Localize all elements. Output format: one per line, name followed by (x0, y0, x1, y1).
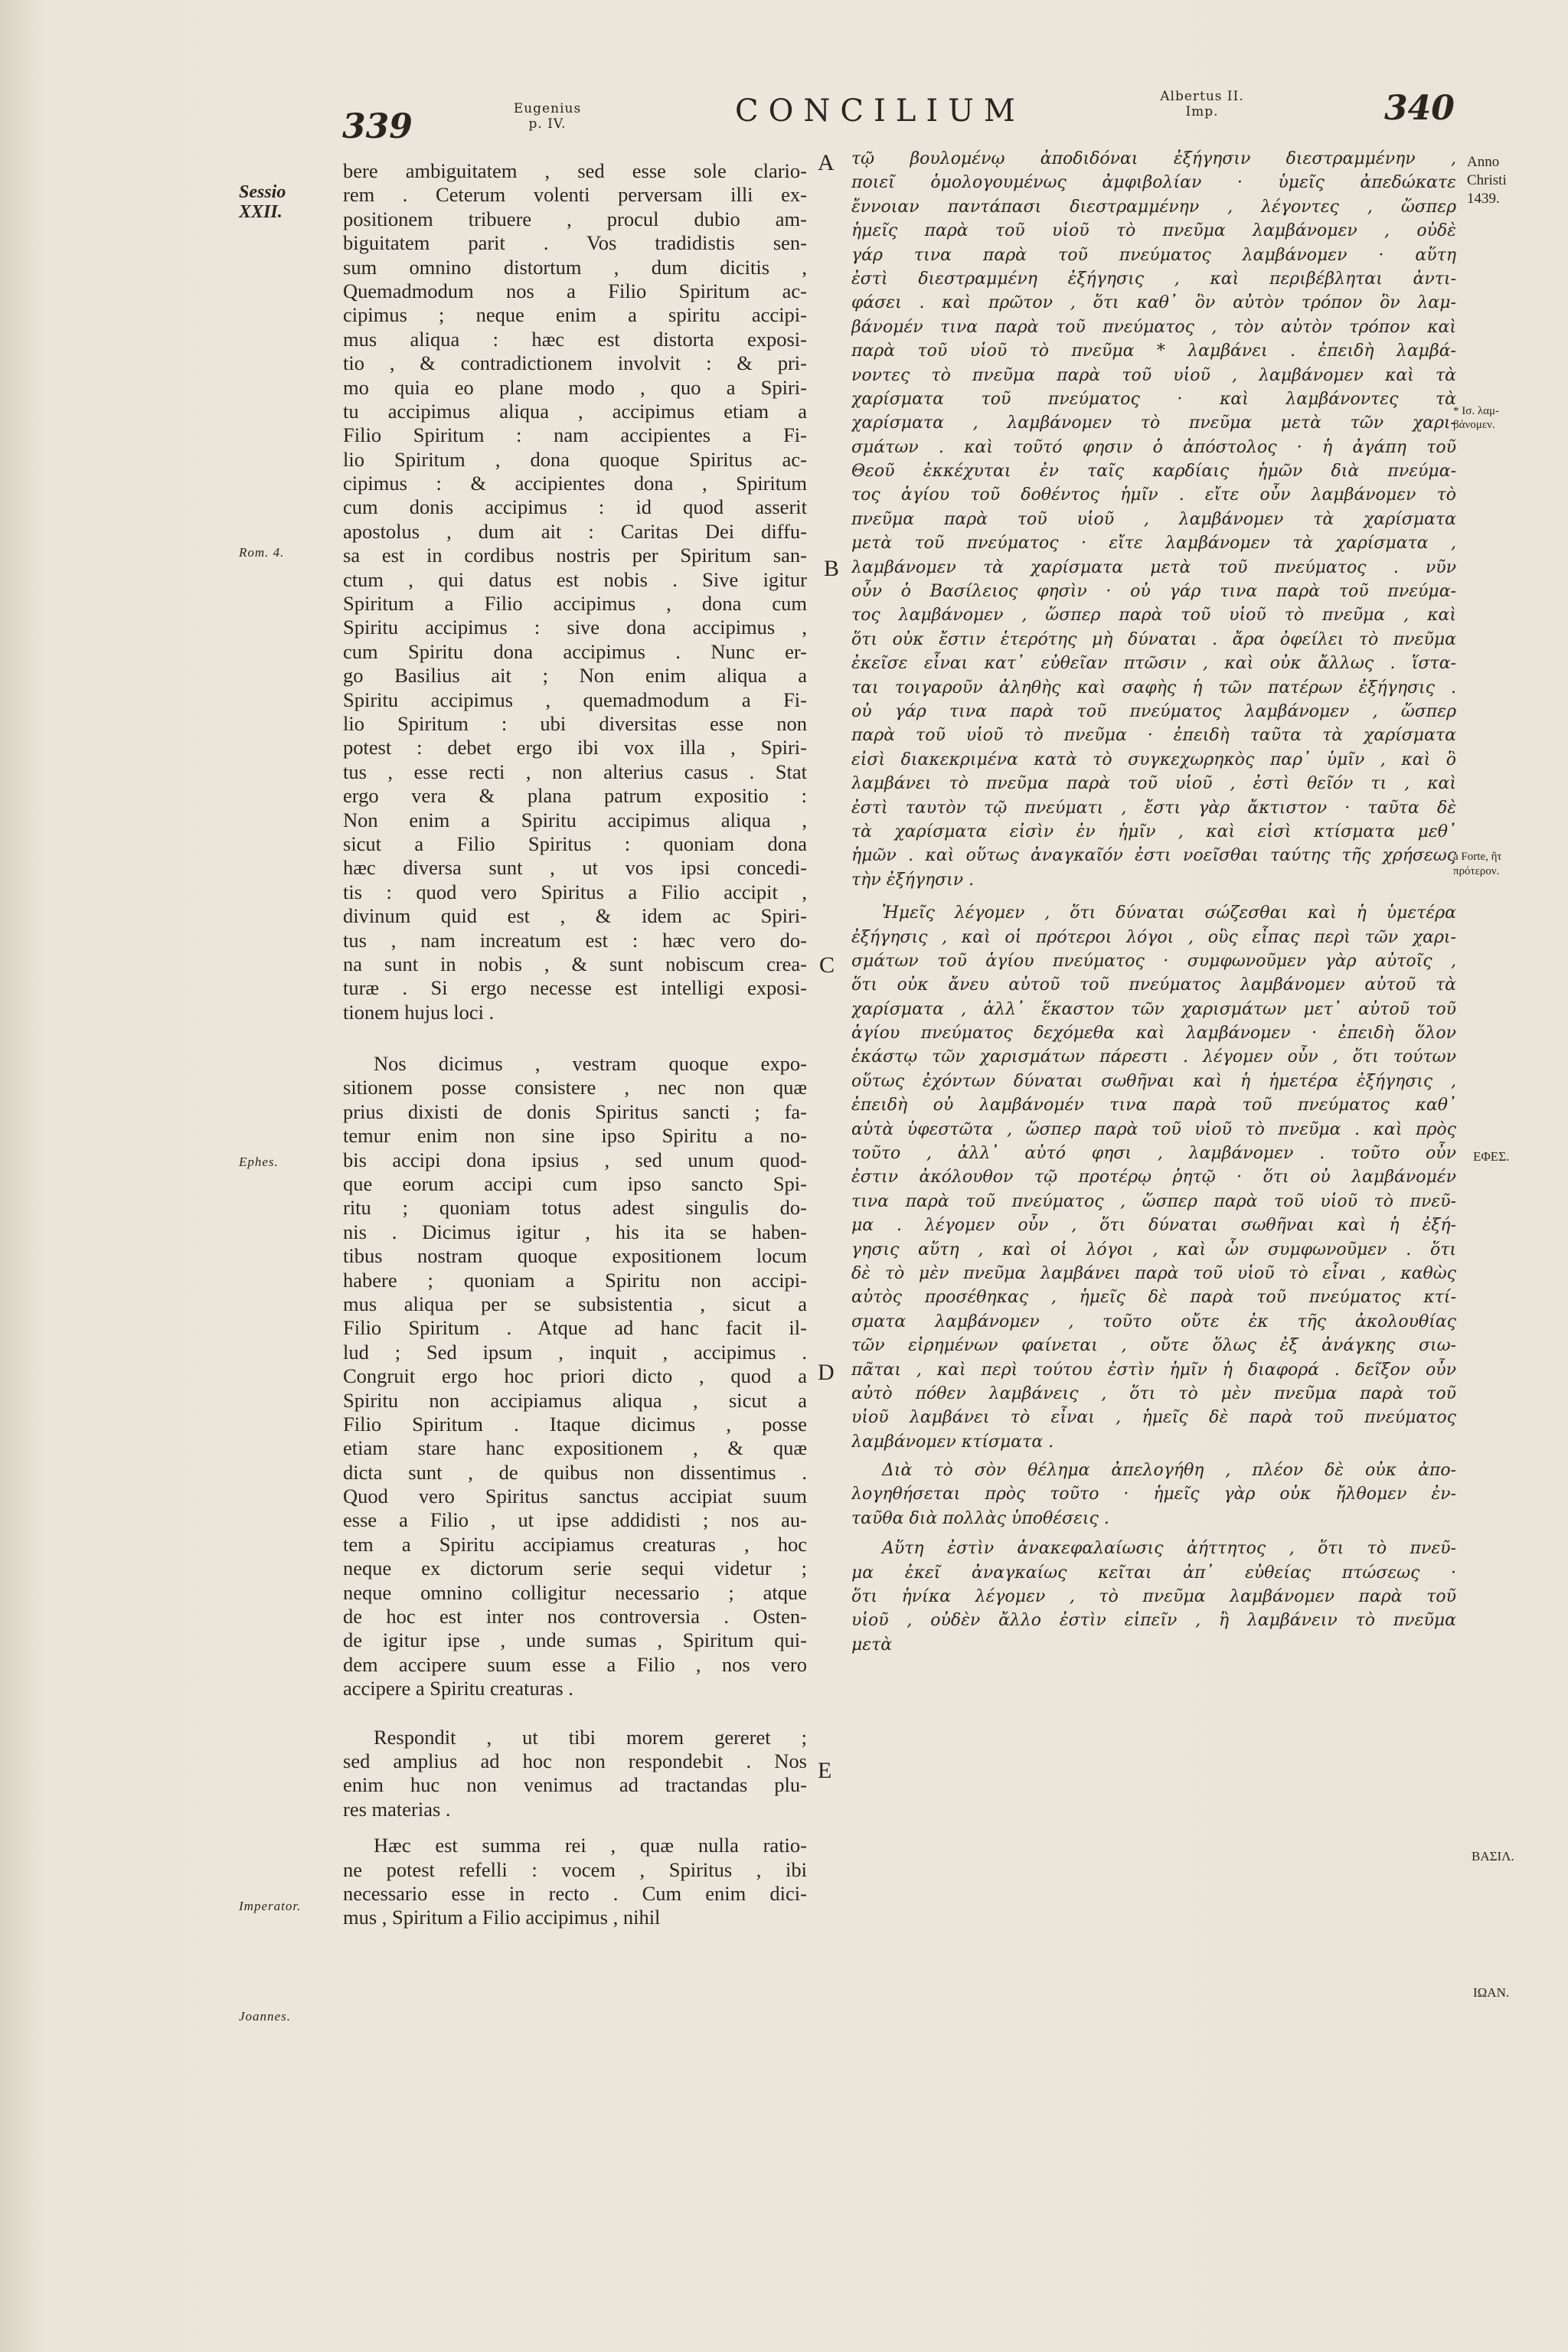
text-line: dem accipere suum esse a Filio , nos vero (343, 1652, 807, 1676)
margin-basil-greek: ΒΑΣΙΛ. (1472, 1849, 1514, 1864)
text-line: habere ; quoniam a Spiritu non accipi- (343, 1268, 807, 1292)
right-running-head: Albertus II. Imp. (1160, 89, 1244, 119)
text-line: hæc diversa sunt , ut vos ipsi concedi- (343, 856, 807, 880)
text-line: apostolus , dum ait : Caritas Dei diffu- (343, 519, 807, 543)
margin-joannes: Joannes. (239, 2009, 291, 2024)
text-line: μα . λέγομεν οὖν , ὅτι δύναται σωθῆναι καὶ ἡ ἐξή- (851, 1216, 1456, 1236)
greek-paragraph-1 (851, 147, 1456, 892)
running-title: CONCILIUM (735, 93, 1025, 129)
text-line: prius dixisti de donis Spiritus sancti ; fa- (343, 1099, 807, 1123)
text-line: lud ; Sed ipsum , inquit , accipimus . (343, 1340, 807, 1364)
text-line: ergo vera & plana patrum expositio : (343, 784, 807, 808)
latin-paragraph-1 (343, 159, 807, 1024)
text-line: ἐξήγησις , καὶ οἱ πρότεροι λόγοι , οὓς εἶπας περὶ τῶν χαρι- (851, 927, 1456, 947)
text-line: τος λαμβάνομεν , ὥσπερ παρὰ τοῦ υἱοῦ τὸ πνεῦμα , καὶ (851, 606, 1456, 626)
text-line: accipere a Spiritu creaturas . (343, 1677, 573, 1700)
text-line: παρὰ τοῦ υἱοῦ τὸ πνεῦμα * λαμβάνει . ἐπειδὴ λαμβά- (851, 341, 1456, 361)
text-line: sicut a Filio Spiritus : quoniam dona (343, 831, 807, 855)
text-line: positionem tribuere , procul dubio am- (343, 207, 807, 230)
text-line: μετὰ (851, 1635, 893, 1655)
text-line: ἐστιν ἀκόλουθον τῷ προτέρῳ ῥητῷ · ὅτι οὐ λαμβάνομέν (851, 1168, 1456, 1187)
text-line: ὅτι οὐκ ἔστιν ἑτερότης μὴ δύναται . ἄρα ὀφείλει τὸ πνεῦμα (851, 629, 1456, 649)
text-line: λογηθήσεται πρὸς τοῦτο · ἡμεῖς γὰρ οὐκ ἤλθομεν ἐν- (851, 1485, 1456, 1504)
text-line: Quod vero Spiritus sanctus accipiat suum (343, 1485, 807, 1508)
text-line: σμάτων . καὶ τοῦτό φησιν ὁ ἀπόστολος · ἡ ἀγάπη τοῦ (851, 437, 1456, 457)
greek-paragraph-2 (851, 901, 1456, 1454)
text-line: ἐστὶ διεστραμμένη ἐξήγησις , καὶ περιβέβληται ἀντι- (851, 269, 1456, 289)
text-line: ταῦθα διὰ πολλὰς ὑποθέσεις . (851, 1508, 1109, 1528)
text-line: de igitur ipse , unde sumas , Spiritum qui- (343, 1628, 807, 1652)
text-line: αὐτὸ πόθεν λαμβάνεις , ὅτι τὸ μὲν πνεῦμα παρὰ τοῦ (851, 1383, 1456, 1403)
text-line: Ἡμεῖς λέγομεν , ὅτι δύναται σώζεσθαι καὶ ἡ ὑμετέρα (882, 903, 1456, 923)
text-line: Spiritu accipimus : sive dona accipimus , (343, 616, 807, 639)
text-line: τὰ χαρίσματα εἰσὶν ἐν ἡμῖν , καὶ εἰσὶ κτίσματα μεθ᾽ (851, 822, 1456, 841)
text-line: λαμβάνομεν κτίσματα . (851, 1432, 1054, 1452)
left-running-head: Eugenius p. IV. (513, 101, 582, 132)
text-line: Hæc est summa rei , quæ nulla ratio- (374, 1834, 807, 1857)
text-line: τὴν ἐξήγησιν . (851, 870, 975, 890)
text-line: mo quia eo plane modo , quo a Spiri- (343, 375, 807, 399)
text-line: neque ex dictorum serie sequi videtur ; (343, 1557, 807, 1580)
column-letter-c: C (819, 952, 835, 978)
text-line: tibus nostram quoque expositionem locum (343, 1244, 807, 1268)
latin-paragraph-4 (343, 1834, 807, 1930)
text-line: Congruit ergo hoc priori dicto , quod a (343, 1364, 807, 1388)
text-line: necessario esse in recto . Cum enim dici- (343, 1881, 807, 1905)
text-line: temur enim non sine ipso Spiritu a no- (343, 1124, 807, 1148)
text-line: ἁγίου πνεύματος δεχόμεθα καὶ λαμβάνομεν · ἐπειδὴ ὅλον (851, 1024, 1456, 1044)
text-line: τοῦτο , ἀλλ᾽ αὐτό φησι , λαμβάνομεν . τοῦτο οὖν (851, 1144, 1456, 1164)
column-letter-d: D (818, 1360, 835, 1385)
text-line: εἰσὶ διακεκριμένα κατὰ τὸ συγκεχωρηκὸς παρ᾽ ὑμῖν , καὶ ὃ (851, 750, 1456, 769)
text-line: divinum quid est , & idem ac Spiri- (343, 904, 807, 928)
text-line: ἑκάστῳ τῶν χαρισμάτων πάρεστι . λέγομεν οὖν , ὅτι τούτων (851, 1047, 1456, 1067)
text-line: αὑτὰ ὑφεστῶτα , ὥσπερ παρὰ τοῦ υἱοῦ τὸ πνεῦμα . καὶ πρὸς (851, 1119, 1456, 1139)
text-line: υἱοῦ , οὐδὲν ἄλλο ἐστὶν εἰπεῖν , ἢ λαμβάνειν τὸ πνεῦμα (851, 1611, 1456, 1631)
text-line: γάρ τινα παρὰ τοῦ πνεύματος λαμβάνομεν · αὕτη (851, 245, 1456, 265)
text-line: ritu ; quoniam totus adest singulis do- (343, 1196, 807, 1220)
text-line: lio Spiritum : ubi diversitas esse non (343, 711, 807, 735)
margin-imperator: Imperator. (239, 1899, 302, 1913)
text-line: sitionem posse consistere , nec non quæ (343, 1076, 807, 1099)
text-line: οὖν ὁ Βασίλειος φησὶν · οὐ γάρ τινα παρὰ τοῦ πνεύμα- (851, 582, 1456, 602)
text-line: tus , nam increatum est : hæc vero do- (343, 928, 807, 952)
text-line: mus aliqua : hæc est distorta exposi- (343, 327, 807, 351)
column-letter-e: E (818, 1758, 832, 1783)
text-line: οὕτως ἐχόντων δύναται σωθῆναι καὶ ἡ ἡμετέρα ἐξήγησις , (851, 1071, 1456, 1091)
text-line: Non enim a Spiritu accipimus aliqua , (343, 808, 807, 831)
margin-ephes: Ephes. (239, 1155, 279, 1169)
text-line: λαμβάνομεν τὰ χαρίσματα μετὰ τοῦ πνεύματος . νῦν (851, 557, 1456, 577)
text-line: ἐστὶ ταυτὸν τῷ πνεύματι , ἔστι γὰρ ἄκτιστον · ταῦτα δὲ (851, 798, 1456, 818)
text-line: lio Spiritum , dona quoque Spiritus ac- (343, 447, 807, 471)
greek-column (851, 147, 1456, 1657)
text-line: Filio Spiritum . Itaque dicimus , posse (343, 1412, 807, 1436)
text-line: de hoc est inter nos controversia . Osten- (343, 1605, 807, 1628)
text-line: tem a Spiritu accipiamus creaturas , hoc (343, 1532, 807, 1556)
text-line: ne potest refelli : vocem , Spiritus , ibi (343, 1857, 807, 1881)
text-line: σματα λαμβάνομεν , τοῦτο οὔτε ἐκ τῆς ἀκολουθίας (851, 1312, 1456, 1331)
text-line: παρὰ τοῦ υἱοῦ τὸ πνεῦμα · ἐπειδὴ ταῦτα τὰ χαρίσματα (851, 726, 1456, 746)
text-line: go Basilius ait ; Non enim aliqua a (343, 664, 807, 688)
text-line: etiam stare hanc expositionem , & quæ (343, 1436, 807, 1460)
column-letter-b: B (824, 556, 840, 581)
text-line: cum donis accipimus : id quod asserit (343, 495, 807, 519)
text-line: neque omnino colligitur necessario ; atque (343, 1580, 807, 1604)
text-line: tu accipimus aliqua , accipimus etiam a (343, 399, 807, 423)
text-line: πνεῦμα παρὰ τοῦ υἱοῦ , λαμβάνομεν τὰ χαρίσματα (851, 509, 1456, 529)
left-page-number: 339 (342, 107, 413, 146)
latin-paragraph-3 (343, 1726, 807, 1822)
text-line: δὲ τὸ μὲν πνεῦμα λαμβάνει παρὰ τοῦ υἱοῦ τὸ εἶναι , καθὼς (851, 1263, 1456, 1283)
column-letter-a: A (818, 150, 835, 175)
text-line: οὐ γάρ τινα παρὰ τοῦ πνεύματος λαμβάνομεν , ὥσπερ (851, 701, 1456, 721)
text-line: enim huc non venimus ad tractandas plu- (343, 1773, 807, 1797)
text-line: sa est in cordibus nostris per Spiritum san- (343, 544, 807, 567)
text-line: sed amplius ad hoc non respondebit . Nos (343, 1749, 807, 1772)
text-line: dicta sunt , de quibus non dissentimus . (343, 1460, 807, 1484)
text-line: potest : debet ergo ibi vox illa , Spiri- (343, 736, 807, 760)
text-line: cum Spiritu dona accipimus . Nunc er- (343, 639, 807, 663)
text-line: tis : quod vero Spiritus a Filio accipit , (343, 880, 807, 903)
text-line: γησις αὕτη , καὶ οἱ λόγοι , καὶ ὧν συμφωνοῦμεν . ὅτι (851, 1240, 1456, 1259)
text-line: tionem hujus loci . (343, 1000, 495, 1024)
text-line: ἐπειδὴ οὐ λαμβάνομέν τινα παρὰ τοῦ πνεύματος καθ᾽ (851, 1096, 1456, 1116)
text-line: υἱοῦ λαμβάνει τὸ εἶναι , ἡμεῖς δὲ παρὰ τοῦ πνεύματος (851, 1408, 1456, 1428)
text-line: mus , Spiritum a Filio accipimus , nihil (343, 1906, 661, 1929)
text-line: χαρίσματα τοῦ πνεύματος · καὶ λαμβάνοντες τὰ (851, 389, 1456, 409)
text-line: ται τοιγαροῦν ἀληθὴς καὶ σαφὴς ἡ τῶν πατέρων ἐξήγησις . (851, 678, 1456, 697)
text-line: ἐκεῖσε εἶναι κατ᾽ εὐθεῖαν πτῶσιν , καὶ οὐκ ἄλλως . ἵστα- (851, 654, 1456, 674)
text-line: μετὰ τοῦ πνεύματος · εἴτε λαμβάνομεν τὰ χαρίσματα , (851, 534, 1456, 554)
text-line: sum omnino distortum , dum dicitis , (343, 255, 807, 279)
text-line: ὅτι οὐκ ἄνευ αὐτοῦ τοῦ πνεύματος λαμβάνομεν αὐτοῦ τὰ (851, 975, 1456, 995)
text-line: bere ambiguitatem , sed esse sole clario- (343, 159, 807, 182)
text-line: φάσει . καὶ πρῶτον , ὅτι καθ᾽ ὃν αὐτὸν τρόπον ὃν λαμ- (851, 293, 1456, 313)
text-line: rem . Ceterum volenti perversam illi ex- (343, 183, 807, 207)
text-line: αὐτὸς προσέθηκας , ἡμεῖς δὲ παρὰ τοῦ πνεύματος κτί- (851, 1288, 1456, 1308)
text-line: cipimus : & accipientes dona , Spiritum (343, 472, 807, 495)
right-page-number: 340 (1384, 89, 1455, 128)
text-line: Filio Spiritum . Atque ad hanc facit il- (343, 1316, 807, 1340)
text-line: que eorum accipi cum ipso sancto Spi- (343, 1172, 807, 1196)
text-line: ἔννοιαν παντάπασι διεστραμμένην , λέγοντες , ὥσπερ (851, 197, 1456, 217)
text-line: τος ἁγίου τοῦ δοθέντος ἡμῖν . εἴτε οὖν λαμβάνομεν τὸ (851, 485, 1456, 505)
text-line: Αὕτη ἐστὶν ἀνακεφαλαίωσις ἀήττητος , ὅτι τὸ πνεῦ- (882, 1539, 1456, 1559)
text-line: bis accipi dona ipsius , sed unum quod- (343, 1148, 807, 1171)
text-line: τινα παρὰ τοῦ πνεύματος , ὥσπερ παρὰ τοῦ υἱοῦ τὸ πνεῦ- (851, 1191, 1456, 1211)
text-line: tio , & contradictionem involvit : & pri- (343, 351, 807, 375)
text-line: Spiritum a Filio accipimus , dona cum (343, 592, 807, 616)
text-line: μα ἐκεῖ ἀναγκαίως κεῖται ἀπ᾽ εὐθείας πτώσεως · (851, 1563, 1456, 1583)
margin-ephes-greek: ΕΦΕΣ. (1473, 1149, 1510, 1164)
text-line: nis . Dicimus igitur , his ita se haben- (343, 1220, 807, 1243)
text-line: Θεοῦ ἐκκέχυται ἐν ταῖς καρδίαις ἡμῶν διὰ πνεύμα- (851, 462, 1456, 482)
text-line: ἡμῶν . καὶ οὕτως ἀναγκαῖόν ἐστι νοεῖσθαι ταύτης τῆς χρήσεως (851, 846, 1456, 866)
text-line: Spiritu accipimus , quemadmodum a Fi- (343, 688, 807, 711)
text-line: Διὰ τὸ σὸν θέλημα ἀπελογήθη , πλέον δὲ οὐκ ἀπο- (882, 1461, 1456, 1481)
text-line: na sunt in nobis , & sunt nobiscum crea- (343, 952, 807, 975)
text-line: ctum , qui datus est nobis . Sive igitur (343, 567, 807, 591)
margin-sessio: Sessio XXII. (239, 182, 286, 222)
margin-note-a: a Forte, ἢτ πρότερον. (1453, 851, 1502, 877)
text-line: βάνομέν τινα παρὰ τοῦ πνεύματος , τὸν αὐτὸν τρόπον καὶ (851, 317, 1456, 337)
text-line: τῷ βουλομένῳ ἀποδιδόναι ἐξήγησιν διεστραμμένην , (851, 149, 1456, 168)
text-line: turæ . Si ergo necesse est intelligi exposi- (343, 976, 807, 1000)
text-line: ποιεῖ ὁμολογουμένως ἀμφιβολίαν · ὑμεῖς ἀπεδώκατε (851, 173, 1456, 193)
margin-ioan-greek: ΙΩΑΝ. (1473, 1985, 1510, 2000)
text-line: tus , esse recti , non alterius casus . Stat (343, 760, 807, 783)
text-line: esse a Filio , ut ipse addidisti ; nos au- (343, 1508, 807, 1532)
text-line: ἡμεῖς παρὰ τοῦ υἱοῦ τὸ πνεῦμα λαμβάνομεν , οὐδὲ (851, 221, 1456, 241)
text-line: Spiritu non accipiamus aliqua , sicut a (343, 1388, 807, 1412)
margin-note-star: * Ισ. λαμ- βάνομεν. (1453, 405, 1499, 431)
margin-anno-christi: Anno Christi 1439. (1467, 154, 1507, 207)
latin-column (343, 159, 807, 1930)
text-line: Filio Spiritum : nam accipientes a Fi- (343, 423, 807, 447)
margin-rom: Rom. 4. (239, 545, 285, 560)
text-line: biguitatem parit . Vos tradidistis sen- (343, 231, 807, 255)
text-line: res materias . (343, 1797, 451, 1821)
text-line: Quemadmodum nos a Filio Spiritum ac- (343, 279, 807, 302)
text-line: Nos dicimus , vestram quoque expo- (374, 1052, 807, 1076)
text-line: νοντες τὸ πνεῦμα παρὰ τοῦ υἱοῦ , λαμβάνομεν καὶ τὰ (851, 365, 1456, 385)
text-line: χαρίσματα , ἀλλ᾽ ἕκαστον τῶν χαρισμάτων μετ᾽ αὐτοῦ τοῦ (851, 999, 1456, 1019)
greek-paragraph-3 (851, 1459, 1456, 1530)
text-line: χαρίσματα , λαμβάνομεν τὸ πνεῦμα μετὰ τῶν χαρι- (851, 413, 1456, 433)
text-line: Respondit , ut tibi morem gereret ; (374, 1725, 807, 1749)
text-line: λαμβάνει τὸ πνεῦμα παρὰ τοῦ υἱοῦ , ἐστὶ θεῖόν τι , καὶ (851, 774, 1456, 794)
text-line: τῶν εἰρημένων φαίνεται , οὔτε ὅλως ἐξ ἀνάγκης σιω- (851, 1336, 1456, 1356)
text-line: σμάτων τοῦ ἁγίου πνεύματος · συμφωνοῦμεν γὰρ αὐτοῖς , (851, 951, 1456, 971)
text-line: ὅτι ἡνίκα λέγομεν , τὸ πνεῦμα λαμβάνομεν παρὰ τοῦ (851, 1587, 1456, 1607)
text-line: πᾶται , καὶ περὶ τούτου ἐστὶν ἡμῖν ἡ διαφορά . δεῖξον οὖν (851, 1360, 1456, 1380)
text-line: mus aliqua per se subsistentia , sicut a (343, 1292, 807, 1315)
text-line: cipimus ; neque enim a spiritu accipi- (343, 303, 807, 327)
latin-paragraph-2 (343, 1052, 807, 1701)
greek-paragraph-4 (851, 1537, 1456, 1657)
